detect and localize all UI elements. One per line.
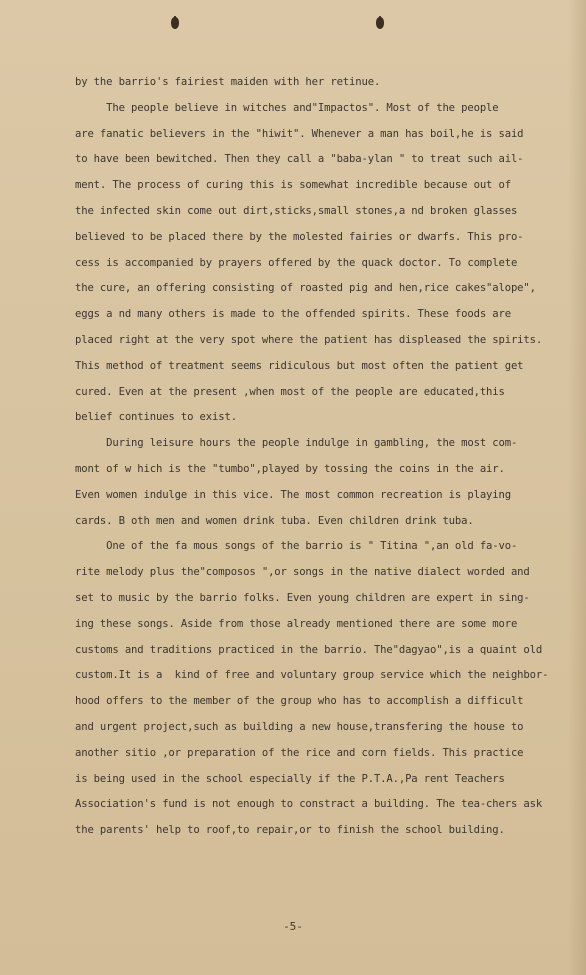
text-line: to have been bewitched. Then they call a "baba-ylan " to treat such ail- [75, 153, 524, 166]
text-line: believed to be placed there by the molested fairies or dwarfs. This pro- [75, 230, 524, 243]
text-line: Association's fund is not enough to constract a building. The tea-chers ask [75, 798, 543, 811]
text-line: During leisure hours the people indulge in gambling, the most com- [75, 437, 518, 450]
typewritten-body [75, 70, 549, 844]
text-line: eggs a nd many others is made to the offended spirits. These foods are [75, 308, 511, 321]
text-line: the cure, an offering consisting of roasted pig and hen,rice cakes"alope", [75, 282, 536, 295]
page-number: -5- [283, 920, 303, 933]
text-line: mont of w hich is the "tumbo",played by tossing the coins in the air. [75, 462, 505, 475]
text-line: set to music by the barrio folks. Even young children are expert in sing- [75, 591, 530, 604]
text-line: the infected skin come out dirt,sticks,small stones,a nd broken glasses [75, 204, 518, 217]
text-line: belief continues to exist. [75, 411, 237, 424]
text-line: are fanatic believers in the "hiwit". Whenever a man has boil,he is said [75, 127, 524, 140]
text-line: cards. B oth men and women drink tuba. Even children drink tuba. [75, 514, 474, 527]
text-line: the parents' help to roof,to repair,or to finish the school building. [75, 824, 505, 837]
text-line: rite melody plus the"composos ",or songs in the native dialect worded and [75, 566, 530, 579]
text-line: custom.It is a kind of free and voluntary group service which the neighbor- [75, 669, 549, 682]
text-line: is being used in the school especially if the P.T.A.,Pa rent Teachers [75, 772, 505, 785]
text-line: One of the fa mous songs of the barrio is " Titina ",an old fa-vo- [75, 540, 518, 553]
text-line: by the barrio's fairiest maiden with her retinue. [75, 76, 381, 88]
text-line: ing these songs. Aside from those already mentioned there are some more [75, 617, 518, 630]
page-edge-shadow [568, 0, 586, 975]
text-line: customs and traditions practiced in the barrio. The"dagyao",is a quaint old [75, 643, 543, 656]
text-line: hood offers to the member of the group who has to accomplish a difficult [75, 695, 524, 708]
text-line: This method of treatment seems ridiculous but most often the patient get [75, 359, 524, 372]
text-line: The people believe in witches and"Impactos". Most of the people [75, 101, 499, 114]
text-line: cured. Even at the present ,when most of the people are educated,this [75, 385, 505, 398]
text-line: cess is accompanied by prayers offered by the quack doctor. To complete [75, 256, 518, 269]
text-line: another sitio ,or preparation of the rice and corn fields. This practice [75, 746, 524, 759]
text-line: and urgent project,such as building a new house,transfering the house to [75, 720, 524, 733]
punch-hole-right-icon [375, 16, 385, 30]
text-line: placed right at the very spot where the patient has displeased the spirits. [75, 333, 543, 346]
text-line: ment. The process of curing this is somewhat incredible because out of [75, 179, 511, 192]
text-line: Even women indulge in this vice. The most common recreation is playing [75, 488, 511, 501]
punch-hole-left-icon [170, 16, 180, 30]
